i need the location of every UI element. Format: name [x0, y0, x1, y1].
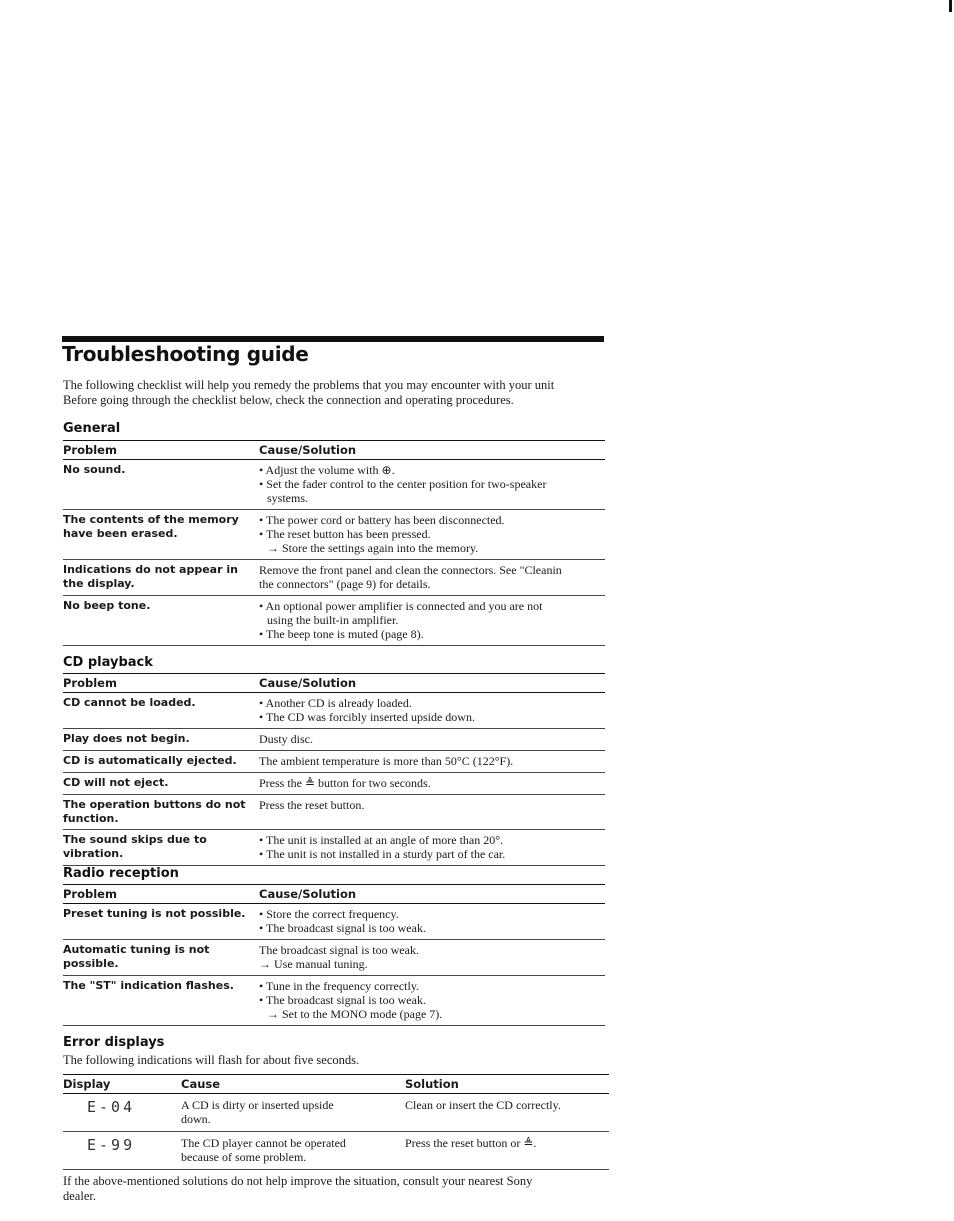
solution-cell [259, 773, 605, 795]
solution-line: • The power cord or battery has been disconnected. [259, 513, 605, 527]
table-row [63, 751, 605, 773]
section-title-general: General [63, 421, 121, 436]
header-cause-solution: Cause/Solution [259, 441, 605, 460]
solution-line: Dusty disc. [259, 732, 313, 746]
solution-line: Remove the front panel and clean the connectors. See "Cleanin [259, 563, 562, 577]
header-problem: Problem [63, 441, 259, 460]
solution-line: using the built-in amplifier. [267, 613, 399, 627]
problem-cell: The contents of the memory have been erased. [63, 510, 259, 560]
page-edge-mark [949, 0, 952, 12]
problem-cell: Automatic tuning is not possible. [63, 940, 259, 976]
solution-line: • Store the correct frequency. [259, 907, 605, 921]
errors-intro: The following indications will flash for about five seconds. [63, 1053, 360, 1067]
problem-cell: No sound. [63, 460, 259, 510]
solution-cell [259, 596, 605, 646]
error-solution: Press the reset button or ≜. [405, 1132, 609, 1170]
error-code-display: E-99 [87, 1136, 136, 1154]
error-code-display: E-04 [87, 1098, 136, 1116]
solution-cell [259, 510, 605, 560]
solution-cell [259, 940, 605, 976]
table-row [63, 693, 605, 729]
solution-line: → Use manual tuning. [259, 957, 368, 971]
error-cause-line: A CD is dirty or inserted upside [181, 1098, 334, 1112]
table-row [63, 1094, 609, 1132]
solution-line: Press the ≜ button for two seconds. [259, 776, 431, 790]
header-cause-solution: Cause/Solution [259, 885, 605, 904]
footer-note [63, 1174, 593, 1204]
footer-line: dealer. [63, 1189, 96, 1203]
solution-line: The ambient temperature is more than 50°C (122°F). [259, 754, 514, 768]
solution-line: • The broadcast signal is too weak. [259, 993, 605, 1007]
table-row [63, 729, 605, 751]
intro-text [63, 378, 623, 408]
intro-line: Before going through the checklist below, check the connection and operating procedures. [63, 393, 514, 407]
error-cause-line: because of some problem. [181, 1150, 307, 1164]
table-row [63, 940, 605, 976]
problem-cell: Preset tuning is not possible. [63, 904, 259, 940]
problem-cell: The operation buttons do not function. [63, 795, 259, 830]
solution-cell [259, 795, 605, 830]
section-title-radio: Radio reception [63, 866, 179, 881]
table-row [63, 1132, 609, 1170]
solution-cell [259, 751, 605, 773]
solution-line: • Set the fader control to the center position for two-speaker [259, 477, 605, 491]
solution-cell [259, 729, 605, 751]
problem-cell: No beep tone. [63, 596, 259, 646]
table-row [63, 773, 605, 795]
table-row [63, 596, 605, 646]
solution-cell [259, 693, 605, 729]
table-row [63, 976, 605, 1026]
solution-line: • An optional power amplifier is connected and you are not [259, 599, 605, 613]
solution-line: • The CD was forcibly inserted upside down. [259, 710, 605, 724]
footer-line: If the above-mentioned solutions do not help improve the situation, consult your nearest Sony [63, 1174, 533, 1188]
problem-cell: The "ST" indication flashes. [63, 976, 259, 1026]
problem-cell: The sound skips due to vibration. [63, 830, 259, 866]
cd-playback-table [63, 673, 605, 866]
solution-line: • The broadcast signal is too weak. [259, 921, 605, 935]
error-displays-table [63, 1074, 609, 1170]
solution-line: the connectors" (page 9) for details. [259, 577, 431, 591]
header-problem: Problem [63, 674, 259, 693]
solution-line: • Tune in the frequency correctly. [259, 979, 605, 993]
problem-cell: CD is automatically ejected. [63, 751, 259, 773]
problem-cell: CD cannot be loaded. [63, 693, 259, 729]
section-title-cd-playback: CD playback [63, 655, 153, 670]
solution-cell [259, 904, 605, 940]
solution-cell [259, 460, 605, 510]
error-cause-line: down. [181, 1112, 211, 1126]
error-cause-line: The CD player cannot be operated [181, 1136, 346, 1150]
problem-cell: CD will not eject. [63, 773, 259, 795]
table-row [63, 510, 605, 560]
header-cause: Cause [181, 1075, 405, 1094]
solution-line: • Another CD is already loaded. [259, 696, 605, 710]
problem-cell: Play does not begin. [63, 729, 259, 751]
table-row [63, 460, 605, 510]
table-row [63, 795, 605, 830]
solution-line: • The reset button has been pressed. [259, 527, 605, 541]
solution-cell [259, 560, 605, 596]
radio-table [63, 884, 605, 1026]
solution-cell [259, 976, 605, 1026]
table-row [63, 830, 605, 866]
error-solution: Clean or insert the CD correctly. [405, 1094, 609, 1132]
page-title: Troubleshooting guide [62, 342, 309, 366]
solution-line: systems. [267, 491, 309, 505]
solution-line: Press the reset button. [259, 798, 365, 812]
solution-line: • The beep tone is muted (page 8). [259, 627, 605, 641]
general-table [63, 440, 605, 646]
solution-line: The broadcast signal is too weak. [259, 943, 419, 957]
header-problem: Problem [63, 885, 259, 904]
solution-cell [259, 830, 605, 866]
section-title-errors: Error displays [63, 1035, 165, 1050]
header-cause-solution: Cause/Solution [259, 674, 605, 693]
solution-line: → Store the settings again into the memory. [267, 541, 479, 555]
header-display: Display [63, 1075, 181, 1094]
intro-line: The following checklist will help you remedy the problems that you may encounter with your unit [63, 378, 555, 392]
problem-cell: Indications do not appear in the display. [63, 560, 259, 596]
solution-line: • The unit is installed at an angle of more than 20°. [259, 833, 605, 847]
header-solution: Solution [405, 1075, 609, 1094]
solution-line: • Adjust the volume with ⊕. [259, 463, 605, 477]
table-row [63, 560, 605, 596]
table-row [63, 904, 605, 940]
solution-line: • The unit is not installed in a sturdy part of the car. [259, 847, 605, 861]
solution-line: → Set to the MONO mode (page 7). [267, 1007, 443, 1021]
